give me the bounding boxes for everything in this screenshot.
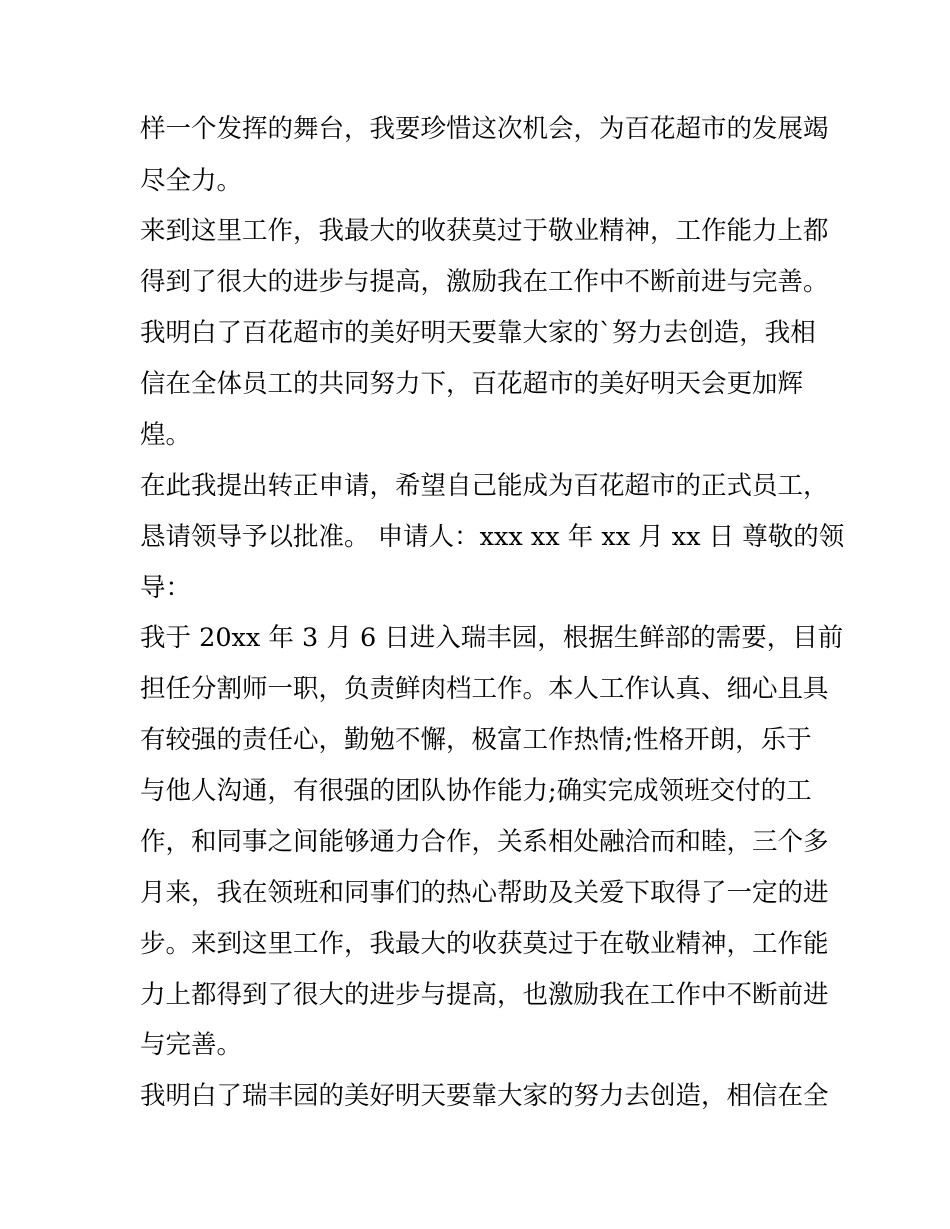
text-line: 与他人沟通，有很强的团队协作能力;确实完成领班交付的工	[140, 776, 812, 806]
text-line: 我于 20xx 年 3 月 6 日进入瑞丰园，根据生鲜部的需要，目前	[140, 623, 844, 653]
text-line: 与完善。	[140, 1030, 243, 1060]
text-line: 来到这里工作，我最大的收获莫过于敬业精神，工作能力上都	[140, 216, 829, 246]
text-line: 我明白了百花超市的美好明天要靠大家的`努力去创造，我相	[140, 318, 816, 348]
text-line: 作，和同事之间能够通力合作，关系相处融洽而和睦，三个多	[140, 827, 829, 857]
text-line: 有较强的责任心，勤勉不懈，极富工作热情;性格开朗，乐于	[140, 725, 812, 755]
text-line: 样一个发挥的舞台，我要珍惜这次机会，为百花超市的发展竭	[140, 114, 829, 144]
text-line: 在此我提出转正申请，希望自己能成为百花超市的正式员工，	[140, 471, 829, 501]
text-line: 信在全体员工的共同努力下，百花超市的美好明天会更加辉	[140, 369, 804, 399]
text-line: 得到了很大的进步与提高，激励我在工作中不断前进与完善。	[140, 267, 829, 297]
text-line: 力上都得到了很大的进步与提高，也激励我在工作中不断前进	[140, 980, 829, 1010]
text-line: 担任分割师一职，负责鲜肉档工作。本人工作认真、细心且具	[140, 674, 829, 704]
text-line: 我明白了瑞丰园的美好明天要靠大家的努力去创造，相信在全	[140, 1081, 829, 1111]
text-line: 步。来到这里工作，我最大的收获莫过于在敬业精神，工作能	[140, 929, 829, 959]
text-line: 月来，我在领班和同事们的热心帮助及关爱下取得了一定的进	[140, 878, 829, 908]
text-line: 导：	[140, 573, 192, 603]
text-line: 煌。	[140, 420, 192, 450]
text-line: 恳请领导予以批准。 申请人：xxx xx 年 xx 月 xx 日 尊敬的领	[140, 522, 845, 552]
text-line: 尽全力。	[140, 166, 243, 196]
